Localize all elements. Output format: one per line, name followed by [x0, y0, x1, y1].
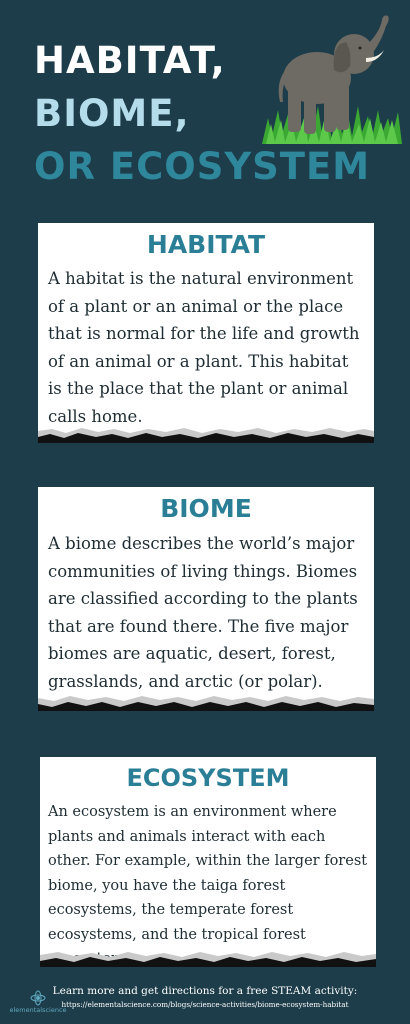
ecosystem-card: [40, 757, 376, 967]
logo-wordmark: elementalscience: [9, 1006, 67, 1014]
biome-card: [38, 487, 374, 711]
elephant-on-grass-image: [262, 6, 402, 146]
habitat-heading: HABITAT: [146, 230, 266, 259]
biome-heading: BIOME: [160, 494, 252, 523]
torn-paper-edge: [40, 943, 376, 969]
habitat-card: [38, 223, 374, 443]
torn-paper-edge: [38, 419, 374, 445]
habitat-description: A habitat is the natural environment of a plant or an animal or the place that is normal for the life and growth of an animal or a plant. This habitat is the place that the plant or animal calls home.: [48, 269, 360, 426]
biome-description: A biome describes the world’s major communities of living things. Biomes are classified according to the plants that are found there. The five major biomes are aquatic, desert, forest, grasslands, and arctic (or polar).: [48, 534, 358, 691]
footer-url-link[interactable]: https://elementalscience.com/blogs/science-activities/biome-ecosystem-habitat: [61, 1000, 349, 1009]
title-line-biome: BIOME,: [34, 92, 190, 135]
footer: [0, 984, 410, 1011]
ecosystem-heading: ECOSYSTEM: [126, 764, 290, 792]
torn-paper-edge: [38, 687, 374, 713]
title-line-ecosystem: OR ECOSYSTEM: [34, 145, 371, 188]
title-line-habitat: HABITAT,: [34, 39, 226, 82]
ecosystem-description: An ecosystem is an environment where plants and animals interact with each other. For example, within the larger forest biome, you have the taiga forest ecosystems, the temperate forest ecosystems, and the tropical forest: [48, 804, 368, 943]
footer-cta: Learn more and get directions for a free STEAM activity:: [52, 985, 358, 997]
